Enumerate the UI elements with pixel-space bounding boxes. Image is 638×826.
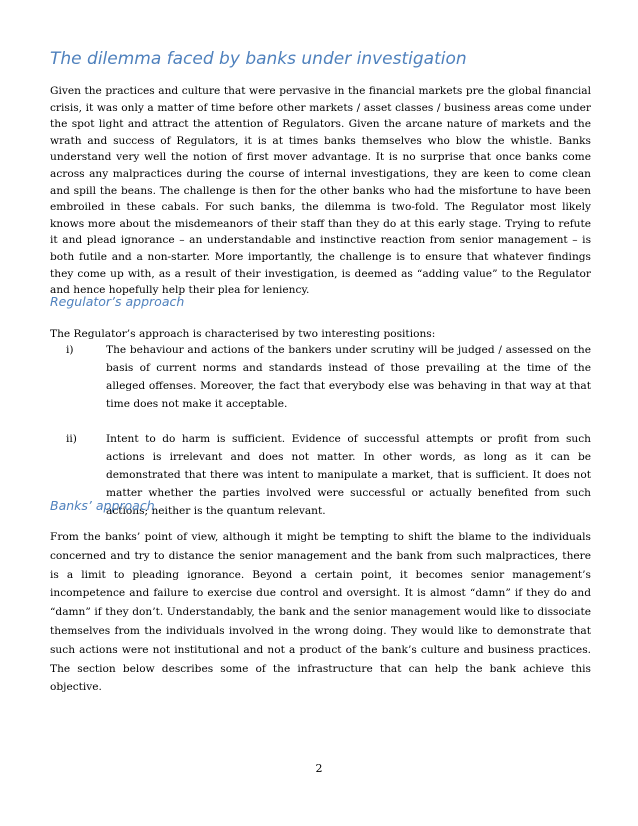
point-number: ii) [66,433,77,445]
intro-paragraph: Given the practices and culture that were pervasive in the financial markets pre the global financial crisis, it was only a matter of time before other markets / asset classes / business areas come under the spot light and attract the attention of Regulators. Given the arcane nature of markets and the wrath and success of Regulators, it is at times banks themselves who blow the whistle. Banks understand very well the notion of first mover advantage. It is no surprise that once banks come across any malpractices during the course of internal investigations, they are keen to come clean and spill the beans. The challenge is then for the other banks who had the misfortune to have been embroiled in these cabals. For such banks, the dilemma is two-fold. The Regulator most likely knows more about the misdemeanors of their staff than they do at this early stage. Trying to refute it and plead ignorance – an understandable and instinctive reaction from senior management – is both futile and a non-starter. More importantly, the challenge is to ensure that whatever findings they come up with, as a result of their investigation, is deemed as “adding value” to the Regulator and hence hopefully help their plea for leniency. [50,85,591,297]
regulator-heading: Regulator’s approach [50,294,185,309]
point-text: Intent to do harm is sufficient. Evidence of successful attempts or profit from such actions is irrelevant and does not matter. In other words, as long as it can be demonstrated that there was intent to manipulate a market, that is sufficient. It does not matter whether the parties involved were successful or actually benefited from such actions; neither is the quantum relevant. [106,433,591,517]
section-title: The dilemma faced by banks under investigation [50,49,467,69]
banks-heading: Banks’ approach [50,498,155,513]
page-number: 2 [315,762,323,775]
regulator-intro: The Regulator’s approach is characterised by two interesting positions: [50,328,436,340]
point-number: i) [66,344,74,356]
point-text: The behaviour and actions of the bankers under scrutiny will be judged / assessed on the basis of current norms and standards instead of those prevailing at the time of the alleged offenses. Moreover, the fact that everybody else was behaving in that way at that time does not make it acceptable. [106,344,591,410]
banks-paragraph: From the banks’ point of view, although it might be tempting to shift the blame to the individuals concerned and try to distance the senior management and the bank from such malpractices, there is a limit to pleading ignorance. Beyond a certain point, it becomes senior management’s incompetence and failure to exercise due control and oversight. It is almost “damn” if they do and “damn” if they don’t. Understandably, the bank and the senior management would like to dissociate themselves from the individuals involved in the wrong doing. They would like to demonstrate that such actions were not institutional and not a product of the bank’s culture and business practices. The section below describes some of the infrastructure that can help the bank achieve this objective. [50,531,591,694]
